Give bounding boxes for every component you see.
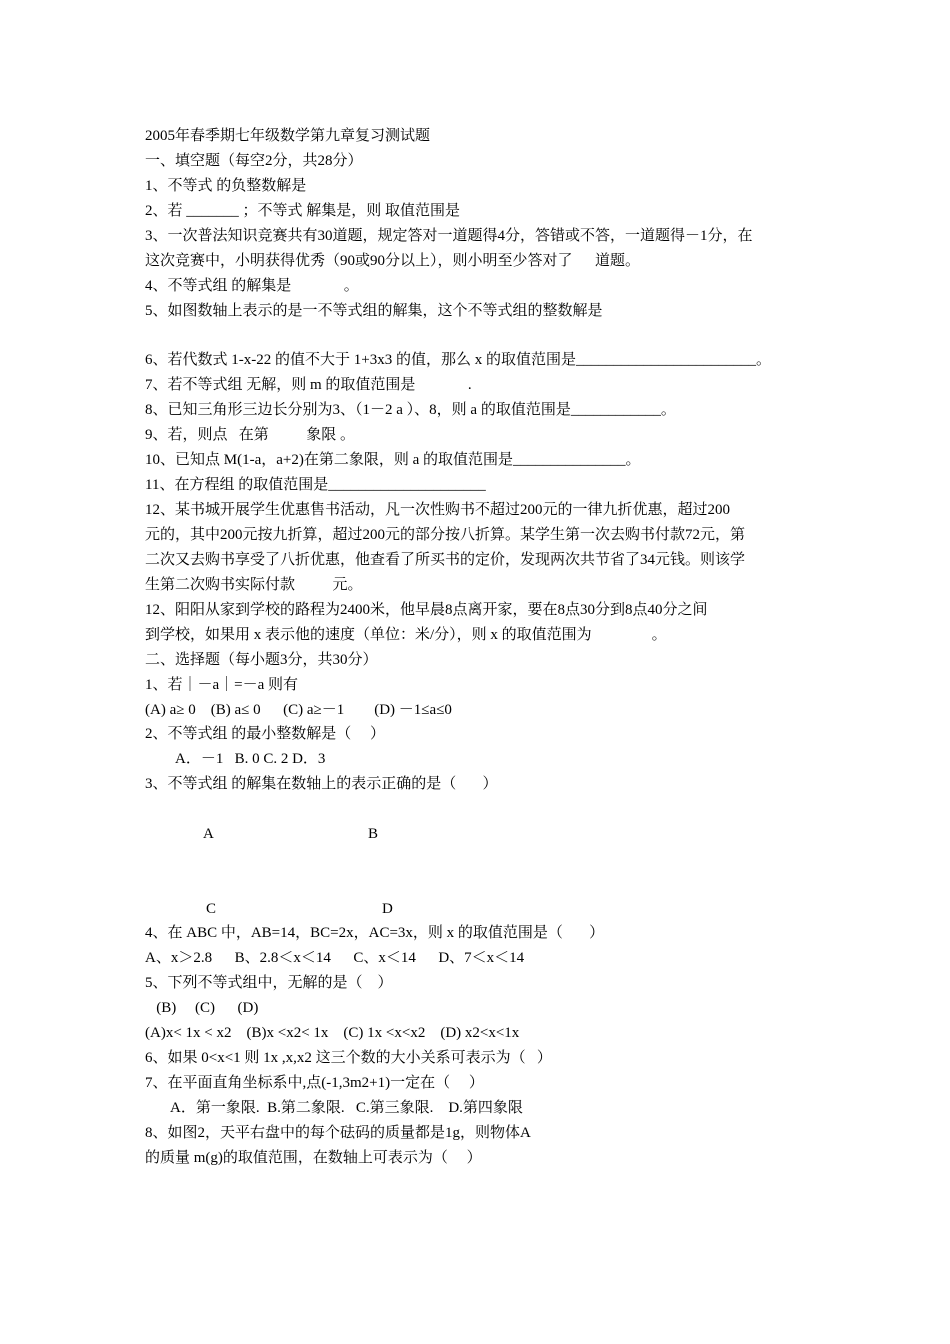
question-line: A．第一象限. B.第二象限. C.第三象限. D.第四象限 (170, 1100, 523, 1116)
question-line: 1、若｜－a｜=－a 则有 (145, 677, 299, 693)
question-line: 6、如果 0<x<1 则 1x ,x,x2 这三个数的大小关系可表示为（ ） (145, 1050, 552, 1066)
question-line: 7、若不等式组 无解，则 m 的取值范围是 . (145, 377, 472, 393)
question-line: 9、若，则点 在第 象限 。 (145, 427, 356, 443)
question-line: 3、不等式组 的解集在数轴上的表示正确的是（ ） (145, 776, 498, 792)
question-line: (A)x< 1x < x2 (B)x <x2< 1x (C) 1x <x<x2 (D) x2<x<1x (145, 1025, 520, 1041)
question-line: 二次又去购书享受了八折优惠，他查看了所买书的定价，发现两次共节省了34元钱。则该学 (145, 552, 746, 568)
question-line: (A) a≥ 0 (B) a≤ 0 (C) a≥－1 (D) －1≤a≤0 (145, 702, 452, 718)
question-line: 8、如图2，天平右盘中的每个砝码的质量都是1g，则物体A (145, 1125, 531, 1141)
figure-label-b: B (368, 826, 379, 842)
question-line: 2、若 _______ ；不等式 解集是，则 取值范围是 (145, 203, 461, 219)
question-line: 5、下列不等式组中，无解的是（ ） (145, 975, 393, 991)
question-line: 这次竞赛中，小明获得优秀（90或90分以上），则小明至少答对了 道题。 (145, 253, 641, 269)
document-title: 2005年春季期七年级数学第九章复习测试题 (145, 128, 431, 144)
question-line: 10、已知点 M(1-a，a+2)在第二象限，则 a 的取值范围是_______________。 (145, 452, 641, 468)
question-line: 7、在平面直角坐标系中,点(-1,3m2+1)一定在（ ） (145, 1075, 484, 1091)
question-line: 元的，其中200元按九折算，超过200元的部分按八折算。某学生第一次去购书付款72元，第 (145, 527, 746, 543)
question-line: 4、在 ABC 中，AB=14，BC=2x，AC=3x，则 x 的取值范围是（ ） (145, 925, 605, 941)
question-line: (B) (C) (D) (145, 1000, 259, 1016)
question-line: 1、不等式 的负整数解是 (145, 178, 307, 194)
figure-label-d: D (382, 901, 393, 917)
question-line: 的质量 m(g)的取值范围，在数轴上可表示为（ ） (145, 1150, 482, 1166)
figure-label-c: C (206, 901, 217, 917)
question-line: 4、不等式组 的解集是 。 (145, 278, 359, 294)
question-line: 到学校，如果用 x 表示他的速度（单位：米/分），则 x 的取值范围为 。 (145, 627, 667, 643)
question-line: 8、已知三角形三边长分别为3、（1－2 a ）、8，则 a 的取值范围是____________。 (145, 402, 676, 418)
question-line: 12、某书城开展学生优惠售书活动，凡一次性购书不超过200元的一律九折优惠，超过200 (145, 502, 731, 518)
question-line: 11、在方程组 的取值范围是_____________________ (145, 477, 486, 493)
question-line: 5、如图数轴上表示的是一不等式组的解集，这个不等式组的整数解是 (145, 303, 603, 319)
question-line: A．－1 B. 0 C. 2 D．3 (175, 751, 326, 767)
question-line: 2、不等式组 的最小整数解是（ ） (145, 726, 386, 742)
section-heading-choice: 二、选择题（每小题3分，共30分） (145, 652, 378, 668)
question-line: 6、若代数式 1-x-22 的值不大于 1+3x3 的值，那么 x 的取值范围是________________________。 (145, 352, 771, 368)
question-line: A、x＞2.8 B、2.8＜x＜14 C、x＜14 D、7＜x＜14 (145, 950, 525, 966)
section-heading-fill-blank: 一、填空题（每空2分，共28分） (145, 153, 363, 169)
question-line: 12、阳阳从家到学校的路程为2400米，他早晨8点离开家，要在8点30分到8点40分之间 (145, 602, 708, 618)
question-line: 生第二次购书实际付款 元。 (145, 577, 363, 593)
question-line: 3、一次普法知识竞赛共有30道题，规定答对一道题得4分，答错或不答，一道题得－1分，在 (145, 228, 753, 244)
figure-label-a: A (203, 826, 214, 842)
